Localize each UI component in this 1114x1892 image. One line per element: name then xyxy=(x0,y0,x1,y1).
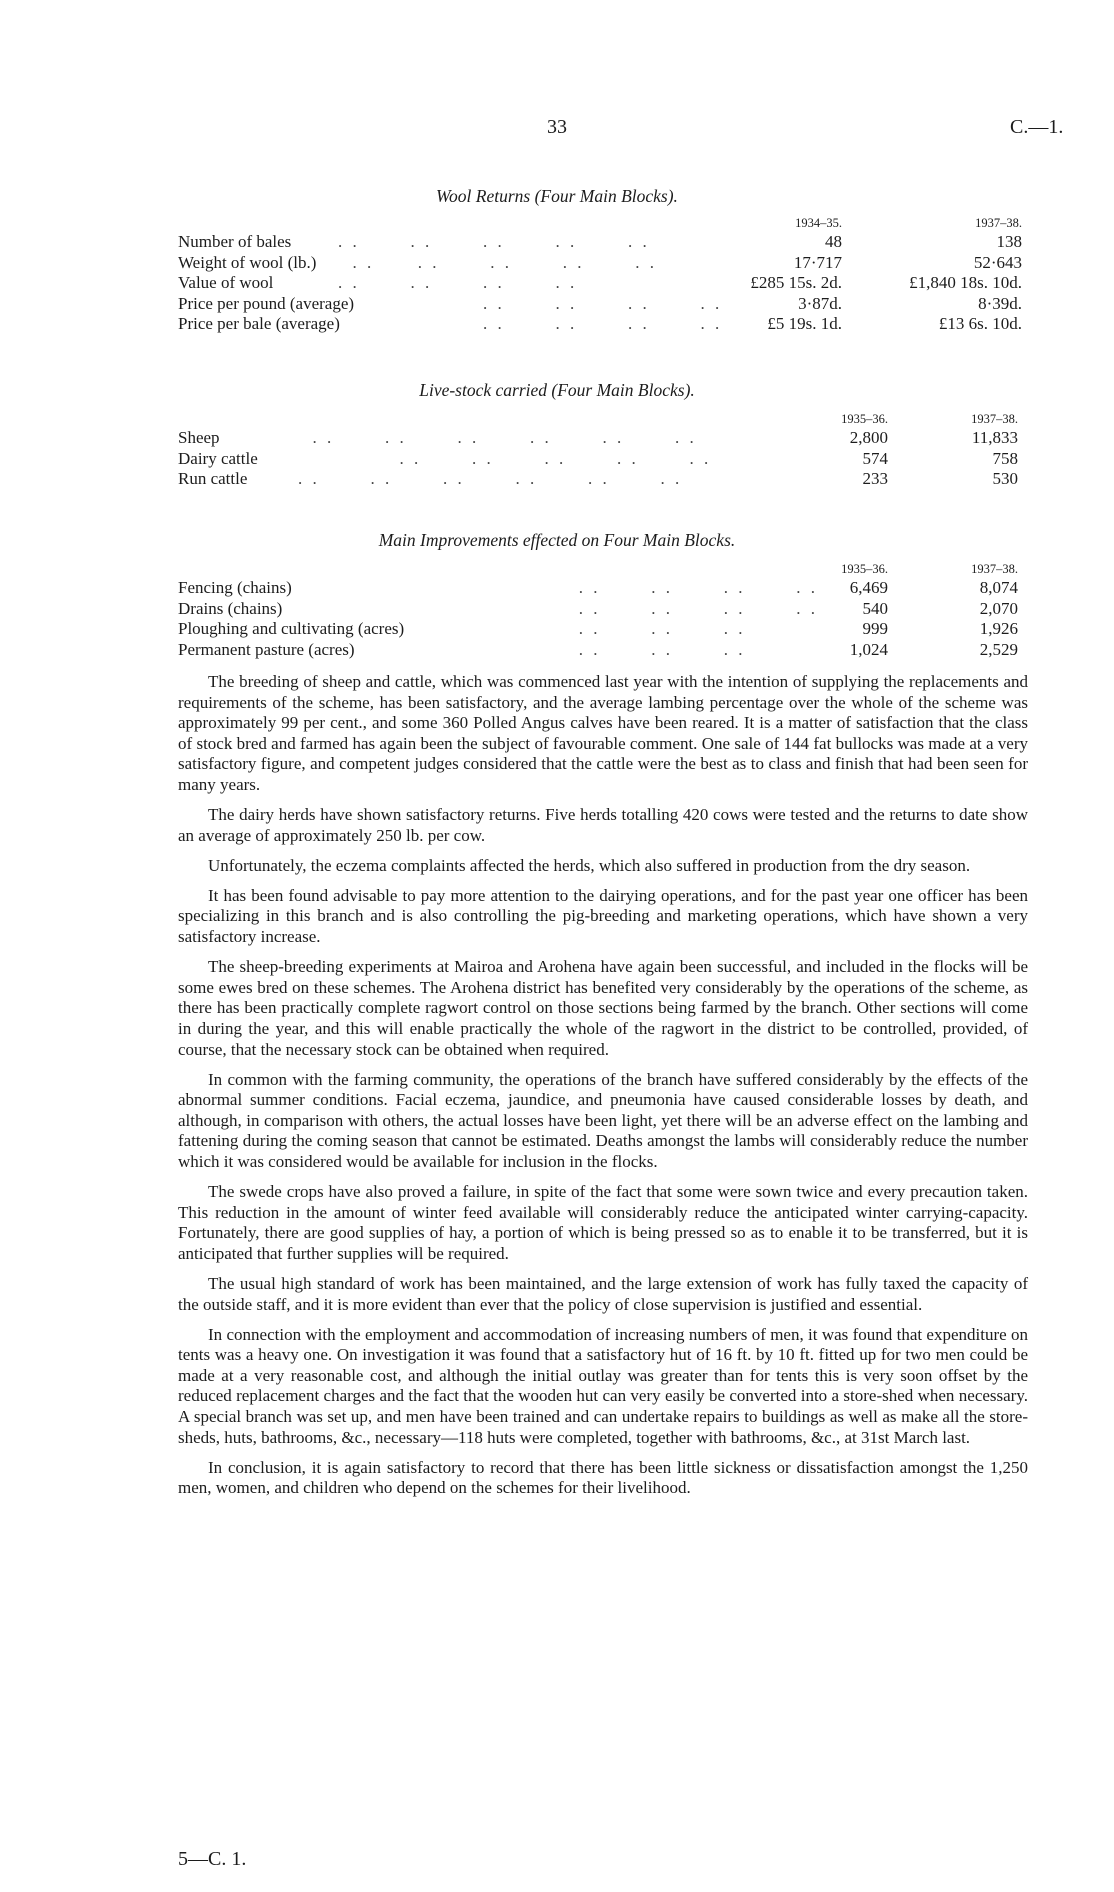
paragraph: The swede crops have also proved a failure, in spite of the fact that some were sown twice and every precaution taken. This reduction in the amount of winter feed available will considerably reduce the anticipated winter carrying-capacity. Fortunately, there are good supplies of hay, a portion of which is being pressed so as to enable it to be transferred, but it is anticipated that further supplies will be required. xyxy=(178,1182,1028,1263)
page-number: 33 xyxy=(547,116,567,138)
dot-leader: . . . . . . xyxy=(528,639,746,659)
row-label: Ploughing and cultivating (acres) xyxy=(178,619,405,638)
dot-leader: . . . . . . xyxy=(528,619,746,638)
value-cell: 233 xyxy=(862,469,888,488)
paragraph: The breeding of sheep and cattle, which was commenced last year with the intention of supplying the replacements and requirements of the scheme, has been satisfactory, and the average lambing percentage over the whole of the scheme was approximately 99 per cent., and some 360 Polled Angus calves have been reared. It is a matter of satisfaction that the class of stock bred and farmed has again been the subject of favourable comment. One sale of 144 fat bullocks was made at a very satisfactory figure, and competent judges considered that the cattle were the best as to class and finish that had been seen for many years. xyxy=(178,672,1028,794)
row-label: Fencing (chains) xyxy=(178,578,292,597)
value-cell: 2,529 xyxy=(979,639,1018,659)
document-reference: C.—1. xyxy=(1010,116,1064,138)
value-cell: 1,024 xyxy=(849,639,888,659)
row-label: Sheep xyxy=(178,428,220,447)
year-header: 1935–36. xyxy=(841,562,888,576)
value-cell: 2,800 xyxy=(849,428,888,447)
row-label: Dairy cattle xyxy=(178,448,258,468)
table-row xyxy=(178,294,1038,315)
table-row xyxy=(178,640,1038,661)
value-cell: 574 xyxy=(862,448,888,468)
value-cell: 999 xyxy=(862,619,888,638)
paragraph: In conclusion, it is again satisfactory to record that there has been little sickness or dissatisfaction amongst the 1,250 men, women, and children who depend on the schemes for their livelihood. xyxy=(178,1457,1028,1498)
table-row xyxy=(178,578,1038,599)
value-cell: 3·87d. xyxy=(798,293,842,313)
year-header: 1935–36. xyxy=(841,412,888,426)
table-row xyxy=(178,469,1038,490)
table-row xyxy=(178,314,1038,335)
value-cell: 530 xyxy=(992,469,1018,488)
value-cell: £1,840 18s. 10d. xyxy=(909,273,1022,292)
value-cell: 8·39d. xyxy=(978,293,1022,313)
dot-leader: . . . . . . . . xyxy=(338,293,723,313)
row-label: Number of bales xyxy=(178,232,292,251)
value-cell: 758 xyxy=(992,448,1018,468)
value-cell: 48 xyxy=(825,232,842,251)
table-header-row xyxy=(178,410,1038,428)
paragraph: Unfortunately, the eczema complaints affected the herds, which also suffered in production from the dry season. xyxy=(208,855,971,875)
paragraph: The dairy herds have shown satisfactory returns. Five herds totalling 420 cows were tested and the returns to date show an average of approximately 250 lb. per cow. xyxy=(178,805,1028,845)
livestock-title: Live-stock carried (Four Main Blocks). xyxy=(419,380,695,400)
value-cell: 52·643 xyxy=(973,252,1022,272)
dot-leader: . . . . . . . . xyxy=(338,273,578,292)
dot-leader: . . . . . . . . xyxy=(338,314,723,333)
livestock-table xyxy=(178,410,1038,490)
year-header: 1934–35. xyxy=(795,216,842,230)
year-header: 1937–38. xyxy=(971,562,1018,576)
year-header: 1937–38. xyxy=(975,216,1022,230)
value-cell: 540 xyxy=(862,598,888,618)
table-header-row xyxy=(178,560,1038,578)
row-label: Value of wool xyxy=(178,273,274,292)
value-cell: 1,926 xyxy=(979,619,1018,638)
dot-leader: . . . . . . . . . . xyxy=(298,448,712,468)
table-row xyxy=(178,428,1038,449)
row-label: Run cattle xyxy=(178,469,248,488)
dot-leader: . . . . . . . . . . . . xyxy=(298,469,683,488)
table-row xyxy=(178,449,1038,470)
value-cell: 17·717 xyxy=(793,252,842,272)
report-body xyxy=(178,672,1028,1508)
row-label: Drains (chains) xyxy=(178,598,283,618)
value-cell: 138 xyxy=(996,232,1022,251)
footer-signature: 5—C. 1. xyxy=(178,1848,247,1870)
table-row xyxy=(178,232,1038,253)
dot-leader: . . . . . . . . . . xyxy=(338,252,657,272)
improvements-title: Main Improvements effected on Four Main Blocks. xyxy=(378,530,736,550)
value-cell: £5 19s. 1d. xyxy=(767,314,842,333)
dot-leader: . . . . . . . . xyxy=(528,598,818,618)
value-cell: 11,833 xyxy=(971,428,1018,447)
improvements-table xyxy=(178,560,1038,660)
table-header-row xyxy=(178,214,1038,232)
table-row xyxy=(178,599,1038,620)
table-row xyxy=(178,253,1038,274)
value-cell: 2,070 xyxy=(979,598,1018,618)
table-row xyxy=(178,273,1038,294)
paragraph: The sheep-breeding experiments at Mairoa and Arohena have again been successful, and included in the flocks will be some ewes bred on these schemes. The Arohena district has benefited very considerably by the operations of the scheme, as there has been practically complete ragwort control on those sections being farmed by the branch. Other sections will come in during the year, and this will enable practically the whole of the ragwort in the district to be controlled, provided, of course, that the necessary stock can be obtained when required. xyxy=(178,957,1028,1059)
value-cell: £285 15s. 2d. xyxy=(750,273,842,292)
value-cell: 6,469 xyxy=(849,578,888,597)
paragraph: In connection with the employment and accommodation of increasing numbers of men, it was found that expenditure on tents was a heavy one. On investigation it was found that a satisfactory hut of 16 ft. by 10 ft. fitted up for two men could be made at a very reasonable cost, and although the initial outlay was greater than for tents this is very soon offset by the reduced replacement charges and the fact that the wooden hut can very easily be converted into a store-shed when necessary. A special branch was set up, and men have been trained and can undertake repairs to buildings as well as make all the store-sheds, huts, bathrooms, &c., necessary—118 huts were completed, together with bathrooms, &c., at 31st March last. xyxy=(178,1324,1028,1447)
row-label: Permanent pasture (acres) xyxy=(178,639,355,659)
row-label: Weight of wool (lb.) xyxy=(178,252,317,272)
dot-leader: . . . . . . . . . . . . xyxy=(298,428,697,447)
row-label: Price per bale (average) xyxy=(178,314,340,333)
paragraph: It has been found advisable to pay more attention to the dairying operations, and for the past year one officer has been specializing in this branch and is also controlling the pig-breeding and marketing operations, which have shown a very satisfactory increase. xyxy=(178,885,1028,947)
value-cell: 8,074 xyxy=(979,578,1018,597)
value-cell: £13 6s. 10d. xyxy=(938,314,1022,333)
year-header: 1937–38. xyxy=(971,412,1018,426)
paragraph: In common with the farming community, the operations of the branch have suffered considerably by the effects of the abnormal summer conditions. Facial eczema, jaundice, and pneumonia have caused considerable losses by death, and although, in comparison with others, the actual losses have been light, yet there will be an adverse effect on the lambing and fattening during the coming season that cannot be estimated. Deaths amongst the lambs will considerably reduce the number which it was considered would be available for inclusion in the flocks. xyxy=(178,1069,1028,1171)
dot-leader: . . . . . . . . xyxy=(528,578,818,597)
paragraph: The usual high standard of work has been maintained, and the large extension of work has fully taxed the capacity of the outside staff, and it is more evident than ever that the policy of close supervision is justified and essential. xyxy=(178,1273,1028,1314)
dot-leader: . . . . . . . . . . xyxy=(338,232,650,251)
wool-returns-table xyxy=(178,214,1038,335)
table-row xyxy=(178,619,1038,640)
wool-returns-title: Wool Returns (Four Main Blocks). xyxy=(436,186,678,206)
row-label: Price per pound (average) xyxy=(178,293,355,313)
